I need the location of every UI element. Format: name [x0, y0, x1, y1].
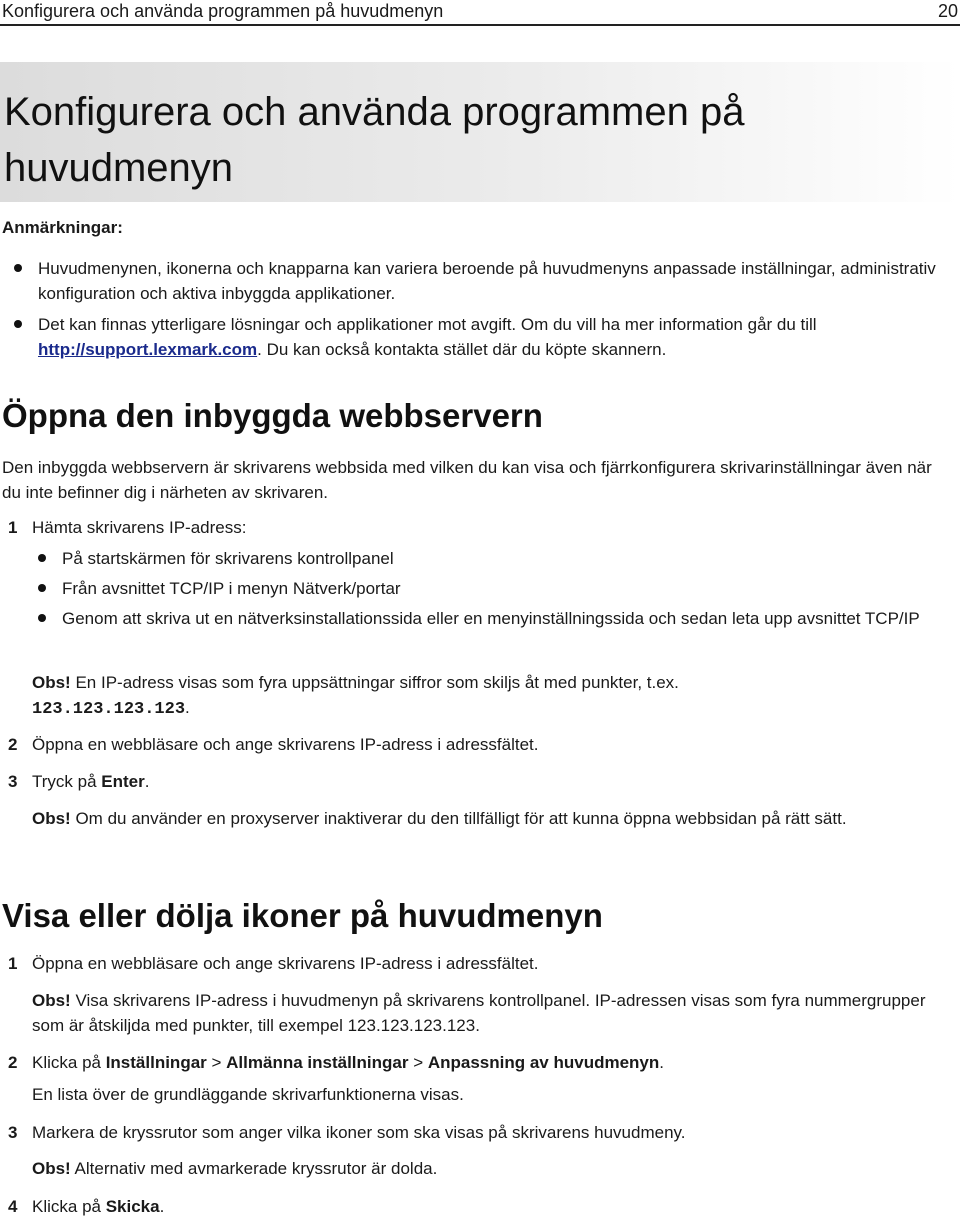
bullet-icon — [38, 554, 46, 562]
list-item-text: Från avsnittet TCP/IP i menyn Nätverk/portar — [62, 579, 401, 598]
obs-text: En IP-adress visas som fyra uppsättningar siffror som skiljs åt med punkter, t.ex. — [70, 673, 679, 692]
note-item — [0, 256, 960, 306]
note-ip-display — [32, 988, 952, 1038]
step-number: 2 — [8, 735, 18, 754]
enter-key-label: Enter — [101, 772, 145, 791]
note-text: Det kan finnas ytterligare lösningar och applikationer mot avgift. Om du vill ha mer information går du till — [38, 315, 817, 334]
obs-text: Visa skrivarens IP-adress i huvudmenyn på skrivarens kontrollpanel. IP-adressen visas som fyra nummergrupper som är åtskiljda med punkter, till exempel 123.123.123.123. — [32, 991, 926, 1035]
step-number: 4 — [8, 1197, 18, 1216]
step-text-post: . — [144, 772, 150, 791]
step-number: 2 — [8, 1053, 18, 1072]
note-proxy — [32, 806, 952, 831]
section-intro: Den inbyggda webbservern är skrivarens webbsida med vilken du kan visa och fjärrkonfigurera skrivarinställningar även när du inte befinner dig i närheten av skrivaren. — [2, 458, 932, 502]
obs-label: Obs! — [32, 809, 71, 828]
step-text — [32, 1194, 952, 1219]
list-item — [24, 546, 954, 571]
step-number: 3 — [8, 772, 18, 791]
menu-path-settings: Inställningar — [105, 1053, 207, 1072]
notes-list — [0, 256, 960, 368]
menu-path-home-customization: Anpassning av huvudmenyn — [427, 1053, 660, 1072]
menu-path-general: Allmänna inställningar — [226, 1053, 409, 1072]
ip-example: 123.123.123.123 — [32, 700, 186, 719]
step-text-pre: Tryck på — [32, 772, 102, 791]
header-title: Konfigurera och använda programmen på huvudmenyn — [2, 1, 444, 21]
notes-label: Anmärkningar: — [2, 218, 123, 237]
step-result: En lista över de grundläggande skrivarfunktionerna visas. — [32, 1085, 464, 1104]
obs-text: Alternativ med avmarkerade kryssrutor är dolda. — [70, 1159, 438, 1178]
page-number: 20 — [937, 1, 958, 21]
title-band — [0, 62, 960, 202]
list-item-text: Genom att skriva ut en nätverksinstallationssida eller en menyinställningssida och sedan leta upp avsnittet TCP/IP — [62, 609, 920, 628]
bullet-icon — [14, 320, 22, 328]
running-header — [0, 0, 960, 26]
step-text-post: . — [159, 1197, 165, 1216]
bullet-icon — [38, 614, 46, 622]
note-item — [0, 312, 960, 362]
bullet-icon — [38, 584, 46, 592]
list-item-text: På startskärmen för skrivarens kontrollpanel — [62, 549, 394, 568]
obs-label: Obs! — [32, 991, 71, 1010]
path-separator: > — [408, 1053, 428, 1072]
bullet-icon — [14, 264, 22, 272]
path-separator: > — [206, 1053, 227, 1072]
section-heading-embedded-web-server: Öppna den inbyggda webbservern — [2, 397, 543, 434]
step-text: Öppna en webbläsare och ange skrivarens IP-adress i adressfältet. — [32, 954, 539, 973]
step-number: 1 — [8, 518, 18, 537]
list-item — [24, 576, 954, 601]
list-item — [24, 606, 954, 631]
step-text-pre: Klicka på — [32, 1197, 106, 1216]
step-text: Hämta skrivarens IP-adress: — [32, 518, 247, 537]
section-heading-show-hide-icons: Visa eller dölja ikoner på huvudmenyn — [2, 897, 603, 934]
obs-label: Obs! — [32, 1159, 71, 1178]
step-number: 3 — [8, 1123, 18, 1142]
obs-label: Obs! — [32, 673, 71, 692]
step-text: Öppna en webbläsare och ange skrivarens IP-adress i adressfältet. — [32, 735, 539, 754]
step-number: 1 — [8, 954, 18, 973]
submit-label: Skicka — [105, 1197, 160, 1216]
ip-sources-list — [24, 546, 954, 636]
note-text-end: . Du kan också kontakta stället där du köpte skannern. — [257, 340, 667, 359]
step-text-pre: Klicka på — [32, 1053, 106, 1072]
support-link[interactable]: http://support.lexmark.com — [38, 340, 258, 359]
obs-end: . — [185, 698, 190, 717]
step-text — [32, 1050, 952, 1075]
page-title: Konfigurera och använda programmen på huvudmenyn — [4, 90, 745, 190]
step-text: Markera de kryssrutor som anger vilka ikoner som ska visas på skrivarens huvudmeny. — [32, 1123, 686, 1142]
step-text-post: . — [659, 1053, 665, 1072]
obs-text: Om du använder en proxyserver inaktiverar du den tillfälligt för att kunna öppna webbsidan på rätt sätt. — [70, 809, 847, 828]
note-text: Huvudmenynen, ikonerna och knapparna kan variera beroende på huvudmenyns anpassade inställningar, administrativ konfiguration och aktiva inbyggda applikationer. — [38, 259, 936, 303]
note-hidden-options — [32, 1156, 952, 1181]
step-text — [32, 769, 952, 794]
note-ip-format — [32, 670, 952, 722]
